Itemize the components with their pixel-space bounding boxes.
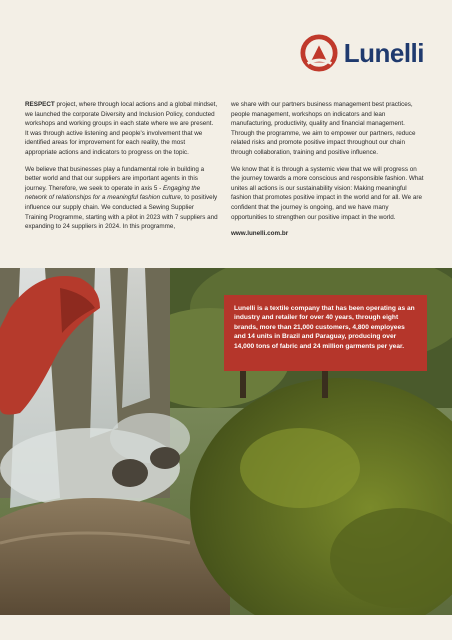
respect-keyword: RESPECT	[25, 101, 55, 108]
left-paragraph-2-b: , to positively influence our supply chain. We conducted a Sewing Supplier Training Programme, starting with a pilot in 2023 with 7 suppliers and expanding to 24 suppliers in 2024. In this programme,	[25, 194, 218, 231]
callout-text: Lunelli is a textile company that has been operating as an industry and retailer for over 40 years, through eight brands, more than 21,000 customers, 4,800 employees and 14 units in Brazil and Paraguay, producing over 14,000 tons of fabric and 24 million garments per year.	[234, 305, 415, 350]
right-paragraph-2: We know that it is through a systemic view that we will progress on the journey towards a more conscious and responsible fashion. What unites all actions is our sustainability vision: Making meaningful fashion that promotes positive impact in the world and for all. We are confident that the journey is ongoing, and we have many opportunities to strengthen our positive impact in the world.	[231, 165, 424, 221]
lunelli-mark-icon	[300, 34, 338, 72]
left-paragraph-1	[25, 100, 218, 158]
brand-name: Lunelli	[343, 37, 424, 68]
bottom-margin	[0, 615, 452, 640]
left-paragraph-2	[25, 165, 218, 232]
left-paragraph-2-a: We believe that businesses play a fundamental role in building a better world and that our suppliers are important agents in this journey. Therefore, we seek to operate in axis 5 -	[25, 165, 205, 192]
left-paragraph-2-italic: Engaging the network of relationships for a meaningful fashion culture	[25, 184, 201, 202]
left-text-column	[25, 100, 218, 239]
left-paragraph-1-text: project, where through local actions and a global mindset, we launched the corporate Diversity and Inclusion Policy, conducted workshops and working groups in each state where we are present. It was through active listening and people's involvement that we identified areas for improvement for each reality, the most appropriate actions and indicators to progress on the topic.	[25, 101, 218, 156]
website-link[interactable]: www.lunelli.com.br	[231, 230, 289, 238]
brand-logo	[300, 34, 424, 72]
right-paragraph-1: we share with our partners business management best practices, people management, workshops on indicators and lean manufacturing, productivity, quality and financial management. Through the programme, we aim to empower our partners, reduce related risks and promote positive impact throughout our chain through collaboration, training and positive influence.	[231, 101, 416, 156]
company-facts-callout	[224, 295, 427, 371]
right-text-column	[231, 100, 424, 239]
